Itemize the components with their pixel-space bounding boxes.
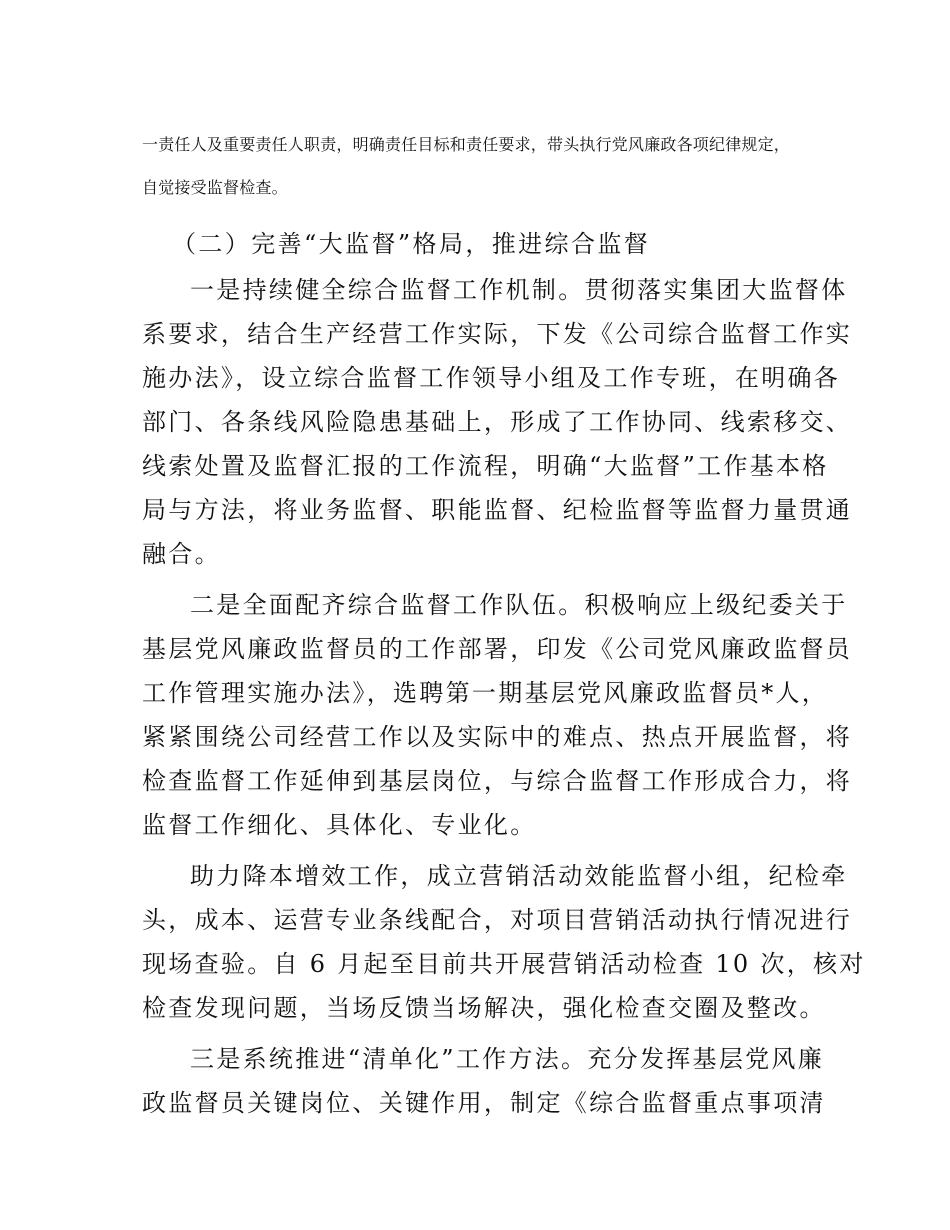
paragraph-line: 三是系统推进“清单化”工作方法。充分发挥基层党风廉 <box>190 1045 825 1073</box>
paragraph-line: 融合。 <box>142 540 221 568</box>
paragraph-line: 一是持续健全综合监督工作机制。贯彻落实集团大监督体 <box>190 276 848 304</box>
paragraph-line: 部门、各条线风险隐患基础上，形成了工作协同、线索移交、 <box>142 408 853 436</box>
paragraph-line: 头，成本、运营专业条线配合，对项目营销活动执行情况进行 <box>142 906 853 934</box>
paragraph-line: 系要求，结合生产经营工作实际，下发《公司综合监督工作实 <box>142 320 853 348</box>
paragraph-line: 监督工作细化、具体化、专业化。 <box>142 811 537 839</box>
paragraph-line: 助力降本增效工作，成立营销活动效能监督小组，纪检牵 <box>190 862 848 890</box>
paragraph-line: 线索处置及监督汇报的工作流程，明确“大监督”工作基本格 <box>142 452 829 480</box>
paragraph-line: 施办法》，设立综合监督工作领导小组及工作专班，在明确各 <box>142 364 841 392</box>
paragraph-line: 二是全面配齐综合监督工作队伍。积极响应上级纪委关于 <box>190 591 848 619</box>
paragraph-line: 现场查验。自 6 月起至目前共开展营销活动检查 10 次，核对 <box>142 950 866 978</box>
paragraph-line: 检查发现问题，当场反馈当场解决，强化检查交圈及整改。 <box>142 994 826 1022</box>
paragraph-line: 政监督员关键岗位、关键作用，制定《综合监督重点事项清 <box>142 1089 826 1117</box>
section-heading: （二）完善“大监督”格局，推进综合监督 <box>172 230 651 258</box>
intro-line-1: 一责任人及重要责任人职责，明确责任目标和责任要求，带头执行党风廉政各项纪律规定， <box>142 135 791 154</box>
paragraph-line: 局与方法，将业务监督、职能监督、纪检监督等监督力量贯通 <box>142 496 853 524</box>
paragraph-line: 基层党风廉政监督员的工作部署，印发《公司党风廉政监督员 <box>142 635 853 663</box>
paragraph-line: 检查监督工作延伸到基层岗位，与综合监督工作形成合力，将 <box>142 767 853 795</box>
paragraph-line: 工作管理实施办法》，选聘第一期基层党风廉政监督员*人， <box>142 679 829 707</box>
intro-line-2: 自觉接受监督检查。 <box>142 178 288 197</box>
paragraph-line: 紧紧围绕公司经营工作以及实际中的难点、热点开展监督，将 <box>142 723 853 751</box>
